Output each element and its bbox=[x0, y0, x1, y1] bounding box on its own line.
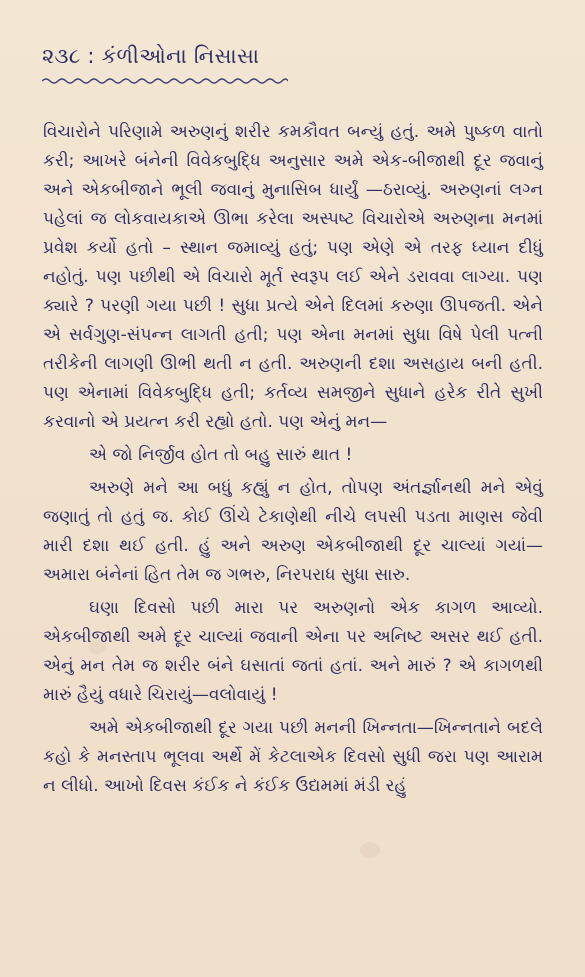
paper-stain bbox=[360, 842, 380, 858]
paragraph: ઘણા દિવસો પછી મારા પર અરુણનો એક કાગળ આવ્યો. એકબીજાથી અમે દૂર ચાલ્યાં જવાની એના પર અનિષ્ટ અસર થઈ હતી. એનું મન તેમ જ શરીર બંને ઘસાતાં જતાં હતાં. અને મારું ? એ કાગળથી મારું હૈયું વધારે ચિરાયું—વલોવાયું ! bbox=[43, 598, 543, 705]
paragraph: એ જો નિર્જીવ હોત તો બહુ સારું થાત ! bbox=[89, 445, 353, 465]
paragraph: વિચારોને પરિણામે અરુણનું શરીર કમકૌવત બન્યું હતું. અમે પુષ્કળ વાતો કરી; આખરે બંનેની વિવેકબુદ્ધિ અનુસાર અમે એક-બીજાથી દૂર જવાનું અને એકબીજાને ભૂલી જવાનું મુનાસિબ ધાર્યું —ઠરાવ્યું. અરુણનાં લગ્ન પહેલાં જ લોકવાયકાએ ઊભા કરેલા અસ્પષ્ટ વિચારોએ અરુણના મનમાં પ્રવેશ કર્યો હતો – સ્થાન જમાવ્યું હતું; પણ એણે એ તરફ ધ્યાન દીધું નહોતું. પણ પછીથી એ વિચારો મૂર્ત સ્વરૂપ લઈ એને ડરાવવા લાગ્યા. પણ ક્યારે ? પરણી ગયા પછી ! સુધા પ્રત્યે એને દિલમાં કરુણા ઊપજતી. એને એ સર્વગુણ-સંપન્ન લાગતી હતી; પણ એના મનમાં સુધા વિષે પેલી પત્ની તરીકેની લાગણી ઊભી થતી ન હતી. અરુણની દશા અસહાય બની હતી. પણ એનામાં વિવેકબુદ્ધિ હતી; કર્તવ્ય સમજીને સુધાને હરેક રીતે સુખી કરવાનો એ પ્રયત્ન કરી રહ્યો હતો. પણ એનું મન— bbox=[43, 122, 543, 432]
page-number-and-title: ૨૩૮ : કંળીઓના નિસાસા bbox=[42, 44, 260, 68]
page-header bbox=[42, 42, 362, 89]
page-body bbox=[43, 118, 543, 801]
paragraph: અમે એકબીજાથી દૂર ગયા પછી મનની ખિન્નતા—ખિન્નતાને બદલે કહો કે મનસ્તાપ ભૂલવા અર્થે મેં કેટલાએક દિવસો સુધી જરા પણ આરામ ન લીધો. આખો દિવસ કંઈક ને કંઈક ઉદ્યમમાં મંડી રહું bbox=[43, 718, 543, 796]
paragraph: અરુણે મને આ બધું કહ્યું ન હોત, તોપણ અંતર્જ્ઞાનથી મને એવું જણાતું તો હતું જ. કોઈ ઊંચે ટેકાણેથી નીચે લપસી પડતા માણસ જેવી મારી દશા થઈ હતી. હું અને અરુણ એકબીજાથી દૂર ચાલ્યાં ગયાં—અમારા બંનેનાં હિત તેમ જ ગભરુ, નિરપરાધ સુધા સારુ. bbox=[43, 478, 543, 585]
wavy-underline bbox=[42, 76, 288, 85]
